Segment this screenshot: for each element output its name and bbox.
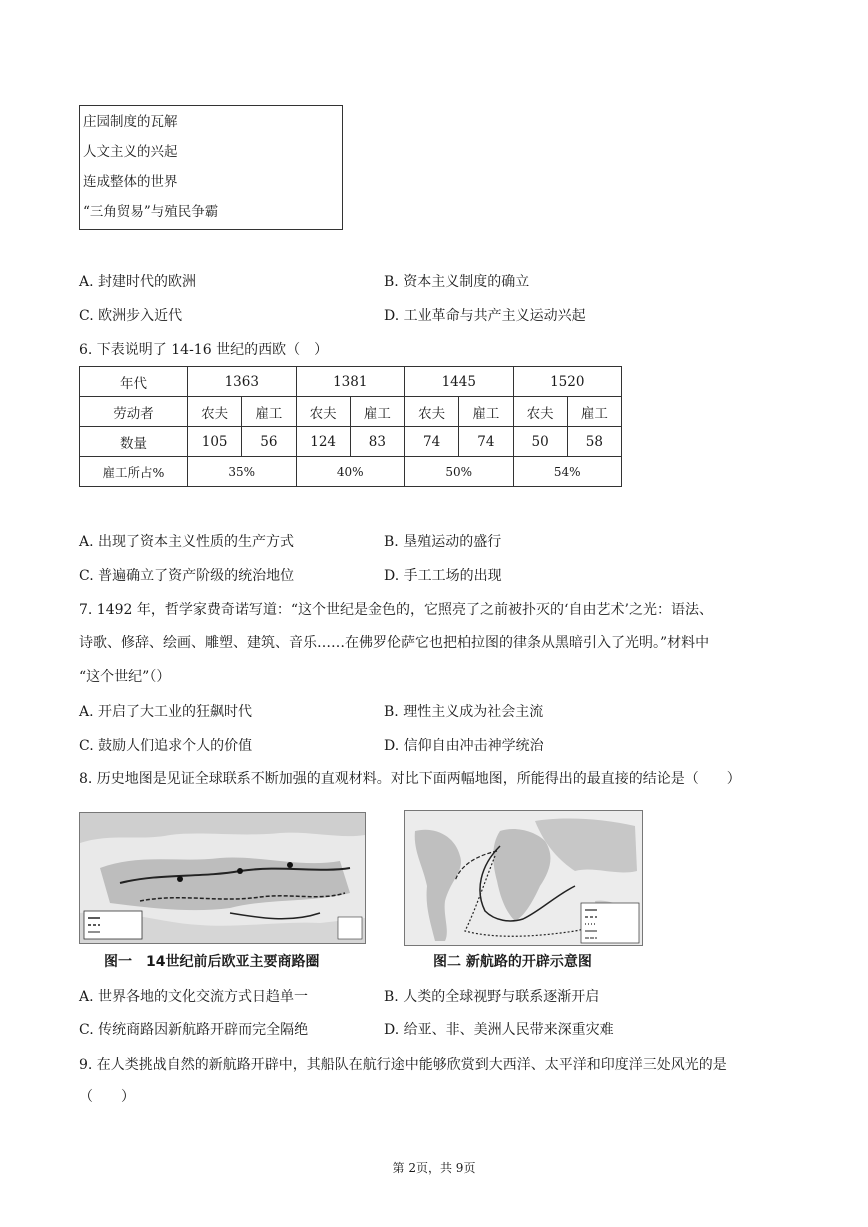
table-count-cell: 83 [350,427,404,457]
table-count-cell: 56 [242,427,296,457]
table-year-1: 1363 [188,367,297,397]
q6-stem: 6. 下表说明了 14-16 世纪的西欧（ ） [79,342,329,358]
q6-option-b[interactable]: B. 垦殖运动的盛行 [384,534,502,550]
trade-route-map-svg [80,813,365,943]
table-count-cell: 74 [459,427,513,457]
table-count-cell: 50 [513,427,567,457]
q7-option-c[interactable]: C. 鼓励人们追求个人的价值 [79,738,253,754]
new-routes-map-svg [405,811,642,945]
table-farmer: 农夫 [405,397,459,427]
table-pct-cell: 35% [188,457,297,487]
q7-stem-line-2: 诗歌、修辞、绘画、雕塑、建筑、音乐……在佛罗伦萨它也把柏拉图的律条从黑暗引入了光明。”材料中 [79,635,710,651]
table-farmer: 农夫 [513,397,567,427]
table-farmer: 农夫 [296,397,350,427]
q7-option-d[interactable]: D. 信仰自由冲击神学统治 [384,738,544,754]
q6-option-d[interactable]: D. 手工工场的出现 [384,568,502,584]
table-hired: 雇工 [567,397,621,427]
q6-option-a[interactable]: A. 出现了资本主义性质的生产方式 [79,534,295,550]
table-worker-label: 劳动者 [80,397,188,427]
table-pct-cell: 54% [513,457,622,487]
table-count-cell: 124 [296,427,350,457]
table-count-cell: 105 [188,427,242,457]
figure-1-caption: 图一 14世纪前后欧亚主要商路圈 [104,954,320,970]
table-year-2: 1381 [296,367,405,397]
table-hired: 雇工 [242,397,296,427]
box-line-2: 人文主义的兴起 [83,144,178,160]
table-hired: 雇工 [459,397,513,427]
prev-option-b[interactable]: B. 资本主义制度的确立 [384,274,530,290]
box-line-4: “三角贸易”与殖民争霸 [83,204,219,220]
table-year-4: 1520 [513,367,622,397]
table-year-3: 1445 [405,367,514,397]
q9-stem-line-2: （ ） [79,1089,135,1105]
new-routes-map [404,810,643,946]
q8-option-c[interactable]: C. 传统商路因新航路开辟而完全隔绝 [79,1022,309,1038]
table-farmer: 农夫 [188,397,242,427]
q8-option-b[interactable]: B. 人类的全球视野与联系逐渐开启 [384,989,600,1005]
q7-option-a[interactable]: A. 开启了大工业的狂飙时代 [79,704,253,720]
table-count-cell: 74 [405,427,459,457]
table-pct-label: 雇工所占% [80,457,188,487]
box-line-3: 连成整体的世界 [83,174,178,190]
q7-option-b[interactable]: B. 理性主义成为社会主流 [384,704,544,720]
q8-option-d[interactable]: D. 给亚、非、美洲人民带来深重灾难 [384,1022,614,1038]
table-count-label: 数量 [80,427,188,457]
q8-stem: 8. 历史地图是见证全球联系不断加强的直观材料。对比下面两幅地图，所能得出的最直接的结论是（ ） [79,771,741,787]
prev-option-d[interactable]: D. 工业革命与共产主义运动兴起 [384,308,586,324]
material-box [79,105,343,230]
table-hired: 雇工 [350,397,404,427]
table-count-cell: 58 [567,427,621,457]
prev-option-a[interactable]: A. 封建时代的欧洲 [79,274,197,290]
q6-option-c[interactable]: C. 普遍确立了资产阶级的统治地位 [79,568,295,584]
q6-table [79,366,622,487]
table-pct-cell: 40% [296,457,405,487]
q8-option-a[interactable]: A. 世界各地的文化交流方式日趋单一 [79,989,309,1005]
figure-2-caption: 图二 新航路的开辟示意图 [433,954,592,970]
box-line-1: 庄园制度的瓦解 [83,114,178,130]
q7-stem-line-3: “这个世纪”（） [79,669,171,685]
table-pct-cell: 50% [405,457,514,487]
trade-route-map [79,812,366,944]
prev-option-c[interactable]: C. 欧洲步入近代 [79,308,183,324]
page-footer: 第 2页，共 9页 [392,1161,476,1175]
q9-stem-line-1: 9. 在人类挑战自然的新航路开辟中，其船队在航行途中能够欣赏到大西洋、太平洋和印度洋三处风光的是 [79,1057,727,1073]
q7-stem-line-1: 7. 1492 年，哲学家费奇诺写道：“这个世纪是金色的，它照亮了之前被扑灭的‘自由艺术’之光：语法、 [79,602,713,618]
table-year-label: 年代 [80,367,188,397]
